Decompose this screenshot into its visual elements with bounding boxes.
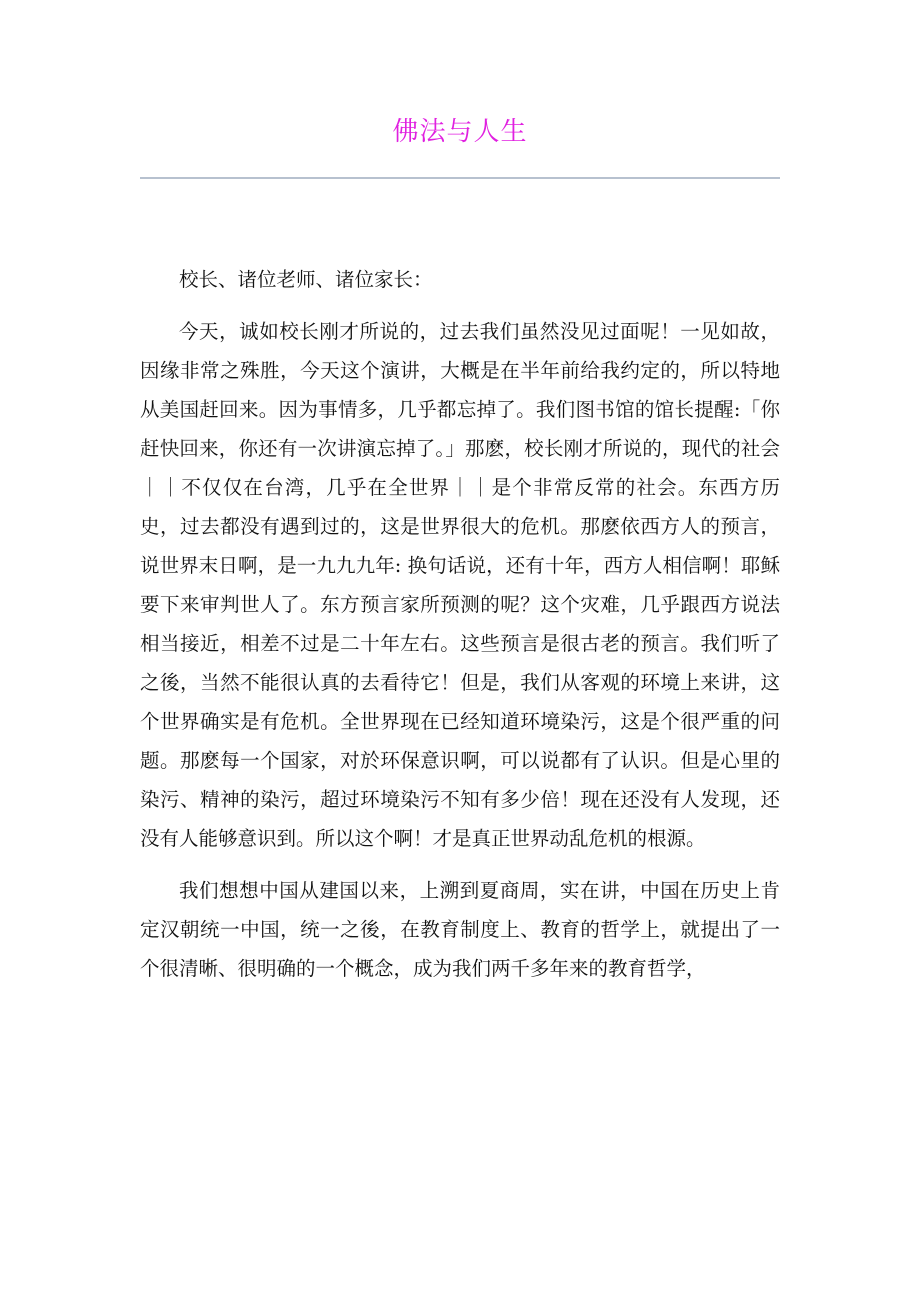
paragraph-2: 我们想想中国从建国以来，上溯到夏商周，实在讲，中国在历史上肯定汉朝统一中国，统一之後，在教育制度上、教育的哲学上，就提出了一个很清晰、很明确的一个概念，成为我们两千多年来的教育哲学， bbox=[140, 879, 780, 980]
title-divider bbox=[140, 177, 780, 179]
document-title: 佛法与人生 bbox=[392, 117, 528, 147]
paragraph-1: 今天，诚如校长刚才所说的，过去我们虽然没见过面呢！一见如故，因缘非常之殊胜，今天这个演讲，大概是在半年前给我约定的，所以特地从美国赶回来。因为事情多，几乎都忘掉了。我们图书馆的馆长提醒:「你赶快回来，你还有一次讲演忘掉了。」那麽，校长刚才所说的，现代的社会｜｜不仅仅在台湾，几乎在全世界｜｜是个非常反常的社会。东西方历史，过去都没有遇到过的，这是世界很大的危机。那麽依西方人的预言，说世界末日啊，是一九九九年: 换句话说，还有十年，西方人相信啊！耶稣要下来审判世人了。东方预言家所预测的呢？这个灾难，几乎跟西方说法相当接近，相差不过是二十年左右。这些预言是很古老的预言。我们听了之後，当然不能很认真的去看待它！但是，我们从客观的环境上来讲，这个世界确实是有危机。全世界现在已经知道环境染污，这是个很严重的问题。那麽每一个国家，对於环保意识啊，可以说都有了认识。但是心里的染污、精神的染污，超过环境染污不知有多少倍！现在还没有人发现，还没有人能够意识到。所以这个啊！才是真正世界动乱危机的根源。 bbox=[140, 320, 780, 850]
greeting-line: 校长、诸位老师、诸位家长： bbox=[179, 268, 433, 291]
document-body bbox=[140, 260, 780, 1001]
